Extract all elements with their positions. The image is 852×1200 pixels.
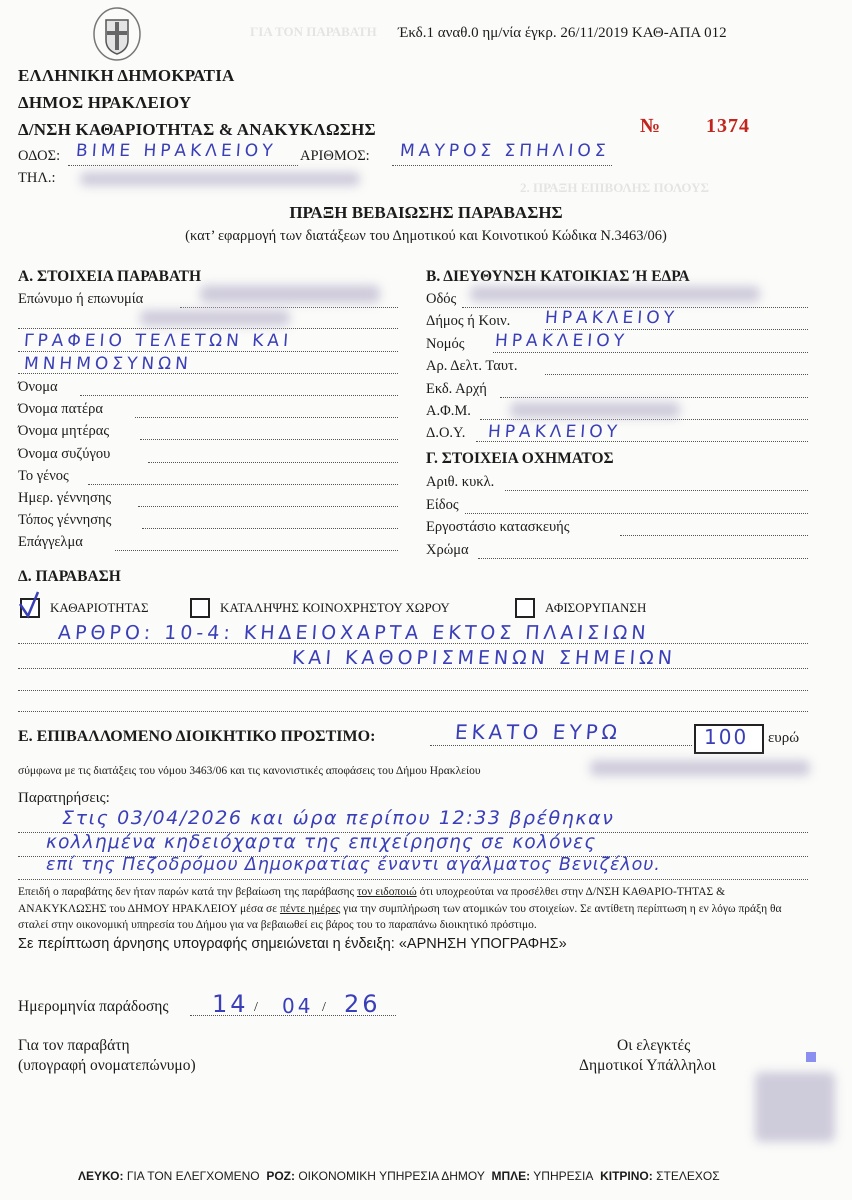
inspectors-sub: Δημοτικοί Υπάλληλοι — [579, 1057, 716, 1074]
field-prefecture: Νομός — [426, 335, 465, 352]
section-d-title: Δ. ΠΑΡΑΒΑΣΗ — [18, 568, 121, 585]
option-poster: ΑΦΙΣΟΡΥΠΑΝΣΗ — [545, 600, 647, 615]
remarks-line-1: Στις 03/04/2026 και ώρα περίπου 12:33 βρέθηκαν — [62, 807, 615, 829]
field-surname: Επώνυμο ή επωνυμία — [18, 291, 144, 307]
section-e-title: Ε. ΕΠΙΒΑΛΛΟΜΕΝΟ ΔΙΟΙΚΗΤΙΚΟ ΠΡΟΣΤΙΜΟ: — [18, 728, 376, 745]
field-birth-date: Ημερ. γέννησης — [18, 490, 112, 506]
violation-hand-line-2: ΚΑΙ ΚΑΘΟΡΙΣΜΕΝΩΝ ΣΗΜΕΙΩΝ — [291, 647, 677, 669]
number-value: ΜΑΥΡΟΣ ΣΠΗΛΙΟΣ — [399, 141, 611, 161]
legal-note: σύμφωνα με τις διατάξεις του νόμου 3463/06 και τις κανονιστικές αποφάσεις του Δήμου Ηρακλείου — [18, 765, 481, 777]
field-vehicle-type: Είδος — [426, 496, 459, 513]
field-first-name: Όνομα — [18, 379, 58, 395]
surname-hand-line-1: ΓΡΑΦΕΙΟ ΤΕΛΕΤΩΝ ΚΑΙ — [23, 331, 293, 351]
field-registration: Αριθ. κυκλ. — [426, 474, 495, 490]
offender-sign-sub: (υπογραφή ονοματεπώνυμο) — [18, 1057, 196, 1074]
field-maiden-name: Το γένος — [18, 467, 69, 484]
checkbox-public-space[interactable] — [190, 598, 210, 618]
dimos-value: ΗΡΑΚΛΕΙΟΥ — [544, 308, 679, 328]
doc-number-sign: № — [640, 115, 661, 137]
field-issuing-authority: Εκδ. Αρχή — [426, 380, 487, 397]
delivery-year: 26 — [344, 990, 381, 1018]
doc-number: 1374 — [706, 115, 750, 137]
delivery-month: 04 — [282, 994, 314, 1018]
greek-coat-of-arms-icon — [92, 6, 142, 62]
street-value: ΒΙΜΕ ΗΡΑΚΛΕΙΟΥ — [75, 141, 278, 161]
street-label: ΟΔΟΣ: — [18, 148, 61, 164]
header-line-3: Δ/ΝΣΗ ΚΑΘΑΡΙΟΤΗΤΑΣ & ΑΝΑΚΥΚΛΩΣΗΣ — [18, 120, 376, 139]
field-profession: Επάγγελμα — [18, 534, 83, 551]
notice-paragraph: Επειδή ο παραβάτης δεν ήταν παρών κατά την βεβαίωση της παράβασης τον ειδοποιώ ότι υποχρεούται να προσέλθει στην Δ/ΝΣΗ ΚΑΘΑΡΙΟ-ΤΗΤΑΣ & ΑΝΑΚΥΚΛΩΣΗΣ του ΔΗΜΟΥ ΗΡΑΚΛΕΙΟΥ μέσα σε πέντε ημέρες για την συμπλήρωση των ατομικών του στοιχείων. Σε αντίθετη περίπτωση η εν λόγω πράξη θα σταλεί στην οικονομική υπηρεσία του Δήμου για να βεβαιωθεί εις βάρος του το παραπάνω διοικητικό πρόστιμο. — [18, 886, 782, 931]
field-birth-place: Τόπος γέννησης — [18, 512, 112, 529]
number-label: ΑΡΙΘΜΟΣ: — [300, 148, 370, 164]
field-id-number: Αρ. Δελτ. Ταυτ. — [426, 358, 518, 375]
delivery-date-label: Ημερομηνία παράδοσης — [18, 998, 169, 1015]
nomos-value: ΗΡΑΚΛΕΙΟΥ — [494, 331, 629, 351]
redacted-signature — [755, 1072, 835, 1142]
option-public-space: ΚΑΤΑΛΗΨΗΣ ΚΟΙΝΟΧΡΗΣΤΟΥ ΧΩΡΟΥ — [220, 600, 450, 615]
field-color: Χρώμα — [426, 541, 469, 558]
amount-number: 100 — [704, 725, 749, 749]
header-line-1: ΕΛΛΗΝΙΚΗ ΔΗΜΟΚΡΑΤΙΑ — [18, 66, 235, 85]
field-manufacturer: Εργοστάσιο κατασκευής — [426, 519, 570, 535]
doy-value: ΗΡΑΚΛΕΙΟΥ — [487, 422, 622, 442]
field-municipality: Δήμος ή Κοιν. — [426, 313, 511, 330]
currency-label: ευρώ — [768, 730, 800, 746]
tel-label: ΤΗΛ.: — [18, 170, 56, 186]
field-spouse-name: Όνομα συζύγου — [18, 445, 111, 462]
inspectors-label: Οι ελεγκτές — [617, 1037, 691, 1054]
delivery-day: 14 — [212, 990, 249, 1018]
field-father-name: Όνομα πατέρα — [18, 401, 103, 418]
section-b-title: Β. ΔΙΕΥΘΥΝΣΗ ΚΑΤΟΙΚΙΑΣ Ή ΕΔΡΑ — [426, 268, 690, 285]
form-code: Έκδ.1 αναθ.0 ημ/νία έγκρ. 26/11/2019 ΚΑΘ-ΑΠΑ 012 — [398, 25, 727, 41]
field-tax-id: Α.Φ.Μ. — [426, 403, 471, 419]
document-subtitle: (κατ’ εφαρμογή των διατάξεων του Δημοτικού και Κοινοτικού Κώδικα Ν.3463/06) — [185, 228, 667, 244]
section-c-title: Γ. ΣΤΟΙΧΕΙΑ ΟΧΗΜΑΤΟΣ — [426, 450, 614, 467]
violation-hand-line-1: ΑΡΘΡΟ: 10-4: ΚΗΔΕΙΟΧΑΡΤΑ ΕΚΤΟΣ ΠΛΑΙΣΙΩΝ — [57, 622, 651, 644]
copies-footer: ΛΕΥΚΟ: ΓΙΑ ΤΟΝ ΕΛΕΓΧΟΜΕΝΟ ΡΟΖ: ΟΙΚΟΝΟΜΙΚΗ ΥΠΗΡΕΣΙΑ ΔΗΜΟΥ ΜΠΛΕ: ΥΠΗΡΕΣΙΑ ΚΙΤΡΙΝΟ: ΣΤΕΛΕΧΟΣ — [78, 1169, 720, 1183]
remarks-line-2: κολλημένα κηδειόχαρτα της επιχείρησης σε κολόνες — [46, 832, 597, 853]
remarks-line-3: επί της Πεζοδρόμου Δημοκρατίας έναντι αγάλματος Βενιζέλου. — [46, 855, 661, 875]
header-line-2: ΔΗΜΟΣ ΗΡΑΚΛΕΙΟΥ — [18, 93, 192, 112]
checkbox-poster[interactable] — [515, 598, 535, 618]
redacted-phone — [80, 172, 360, 186]
section-a-title: Α. ΣΤΟΙΧΕΙΑ ΠΑΡΑΒΑΤΗ — [18, 268, 202, 285]
checkmark-icon — [14, 588, 44, 622]
option-cleanliness: ΚΑΘΑΡΙΟΤΗΤΑΣ — [50, 600, 149, 615]
surname-hand-line-2: ΜΝΗΜΟΣΥΝΩΝ — [23, 354, 193, 374]
offender-sign-label: Για τον παραβάτη — [18, 1037, 130, 1054]
document-title: ΠΡΑΞΗ ΒΕΒΑΙΩΣΗΣ ΠΑΡΑΒΑΣΗΣ — [289, 203, 563, 222]
refusal-note: Σε περίπτωση άρνησης υπογραφής σημειώνεται η ένδειξη: «ΑΡΝΗΣΗ ΥΠΟΓΡΑΦΗΣ» — [18, 936, 567, 952]
field-tax-office: Δ.Ο.Υ. — [426, 425, 466, 442]
field-street: Οδός — [426, 291, 457, 307]
field-mother-name: Όνομα μητέρας — [18, 423, 110, 440]
amount-words: ΕΚΑΤΟ ΕΥΡΩ — [454, 720, 622, 744]
remarks-label: Παρατηρήσεις: — [18, 790, 110, 806]
